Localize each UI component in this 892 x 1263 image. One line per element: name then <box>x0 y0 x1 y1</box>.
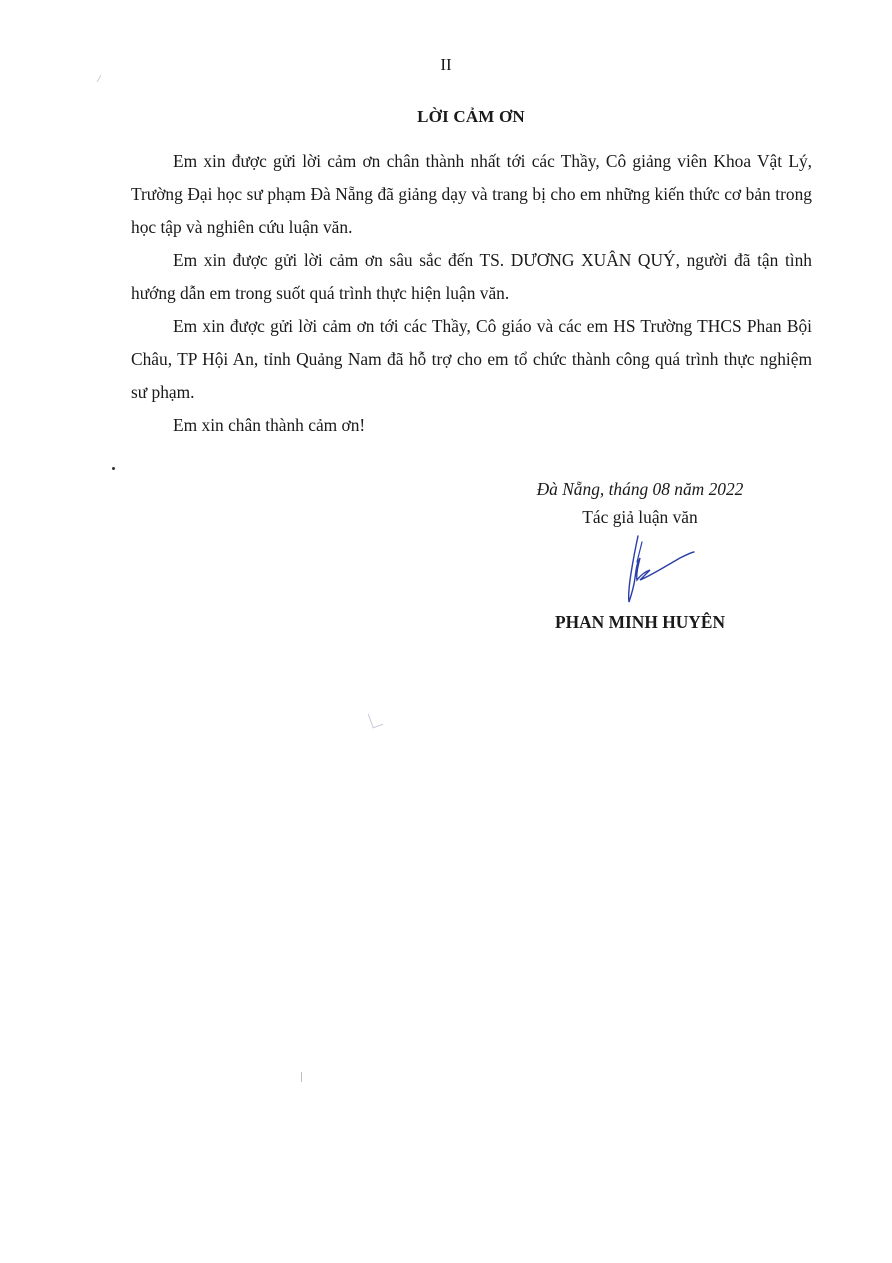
page-number: II <box>440 55 452 74</box>
place-date: Đà Nẵng, tháng 08 năm 2022 <box>536 479 744 499</box>
scan-dash <box>97 75 102 82</box>
paragraph-1: Em xin được gửi lời cảm ơn chân thành nhất tới các Thầy, Cô giảng viên Khoa Vật Lý, Trường Đại học sư phạm Đà Nẵng đã giảng dạy và trang bị cho em những kiến thức cơ bản trong học tập và nghiên cứu luận văn. <box>131 151 812 237</box>
handwritten-signature <box>580 532 700 604</box>
author-name: PHAN MINH HUYÊN <box>554 612 726 632</box>
author-role: Tác giả luận văn <box>582 507 698 527</box>
paragraph-3: Em xin được gửi lời cảm ơn tới các Thầy, Cô giáo và các em HS Trường THCS Phan Bội Châu, TP Hội An, tỉnh Quảng Nam đã hỗ trợ cho em tổ chức thành công quá trình thực nghiệm sư phạm. <box>131 316 812 402</box>
scan-mark <box>368 711 383 729</box>
scan-line <box>301 1072 302 1082</box>
acknowledgement-body <box>131 145 812 442</box>
page-title: LỜI CẢM ƠN <box>417 107 525 126</box>
paragraph-2: Em xin được gửi lời cảm ơn sâu sắc đến TS. DƯƠNG XUÂN QUÝ, người đã tận tình hướng dẫn em trong suốt quá trình thực hiện luận văn. <box>131 250 812 303</box>
scan-speck <box>112 467 115 470</box>
paragraph-4: Em xin chân thành cảm ơn! <box>173 415 366 435</box>
signature-block <box>480 476 800 634</box>
